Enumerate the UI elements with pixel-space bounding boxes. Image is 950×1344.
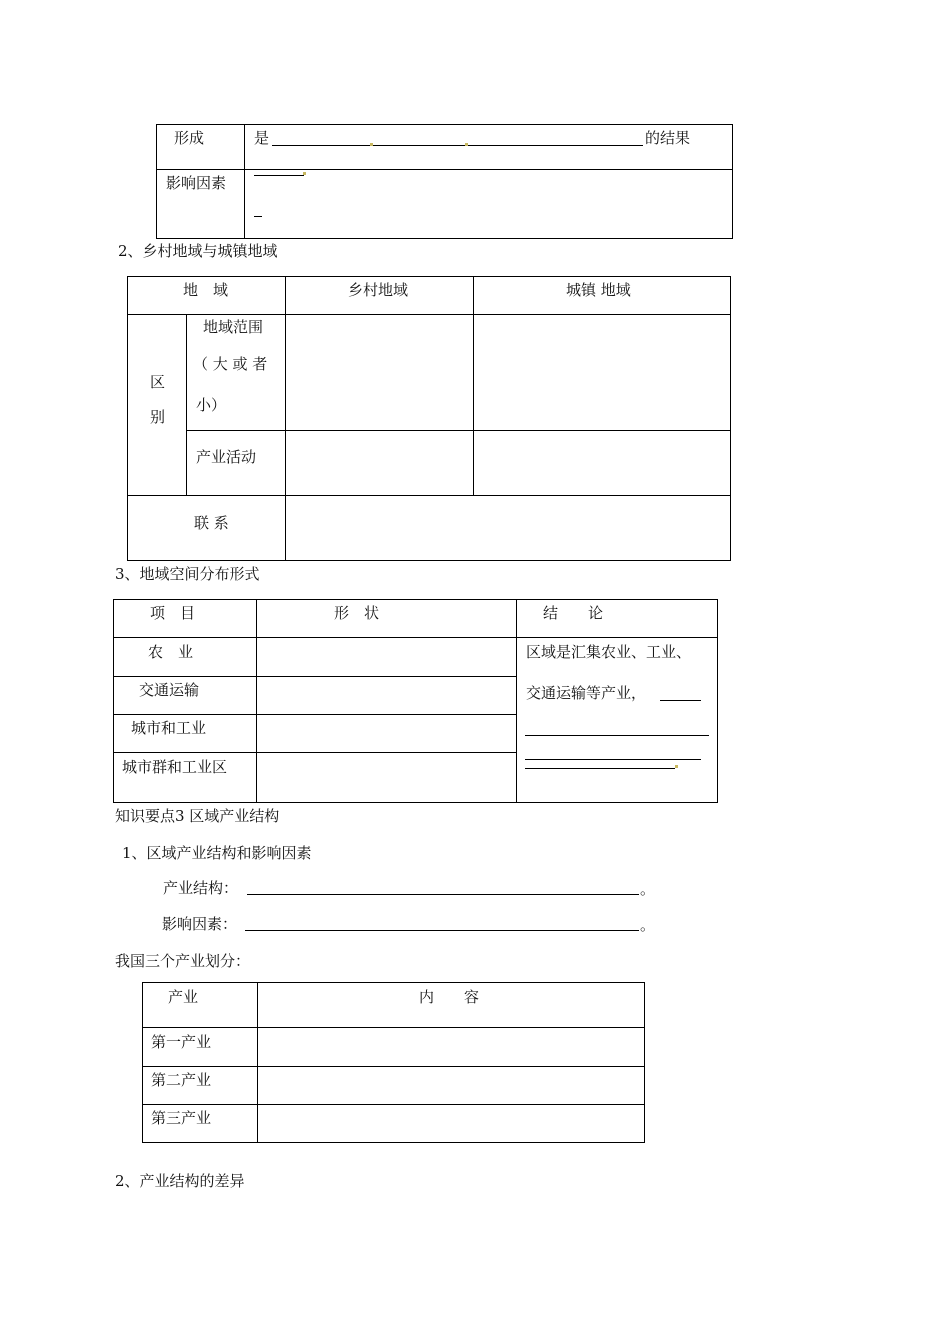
header-content: 内 容 <box>419 988 480 1006</box>
division-title: 我国三个产业划分： <box>115 952 251 970</box>
table-divider <box>516 599 517 803</box>
row-label: 城市和工业 <box>131 719 207 737</box>
conclusion-text: 区域是汇集农业、工业、 <box>526 643 692 661</box>
industry-label: 产业活动 <box>196 448 257 466</box>
table-divider <box>473 276 474 495</box>
table-divider <box>142 1104 645 1105</box>
row-label: 第三产业 <box>151 1109 212 1127</box>
section-heading: 3、地域空间分布形式 <box>115 565 260 583</box>
period: 。 <box>640 916 656 934</box>
table-divider <box>113 752 516 753</box>
section-heading: 知识要点3 区域产业结构 <box>115 807 280 825</box>
row-label: 农 业 <box>148 643 194 661</box>
diff-label: 区 <box>150 373 166 391</box>
header-conclusion: 结 论 <box>543 604 604 622</box>
blank-line[interactable] <box>272 145 643 146</box>
subsection-heading: 2、产业结构的差异 <box>115 1172 245 1190</box>
table-divider <box>244 124 245 239</box>
diff-label: 别 <box>150 408 166 426</box>
table-divider <box>127 495 731 496</box>
row-label: 第一产业 <box>151 1033 212 1051</box>
table-divider <box>113 637 718 638</box>
blank-line[interactable] <box>525 759 701 760</box>
blank-line[interactable] <box>254 216 262 217</box>
blank-line[interactable] <box>525 768 675 769</box>
header-industry: 产业 <box>168 988 199 1006</box>
table-divider <box>113 676 516 677</box>
table-divider <box>127 314 731 315</box>
table-divider <box>186 430 731 431</box>
header-shape: 形 状 <box>334 604 380 622</box>
blank-line[interactable] <box>245 930 639 931</box>
blank-line[interactable] <box>254 175 304 176</box>
table-divider <box>256 599 257 803</box>
subsection-heading: 1、区域产业结构和影响因素 <box>122 844 312 862</box>
header-item: 项 目 <box>150 604 196 622</box>
formation-label: 形成 <box>174 129 205 147</box>
header-area: 地 域 <box>183 281 229 299</box>
header-rural: 乡村地域 <box>348 281 409 299</box>
scope-label: 地域范围 <box>203 318 264 336</box>
relation-label: 联 系 <box>194 514 229 532</box>
table-divider <box>156 169 733 170</box>
factor-label: 影响因素 <box>166 174 227 192</box>
header-urban: 城镇 地域 <box>566 281 631 299</box>
formation-suffix: 的结果 <box>645 129 691 147</box>
scope-label: （ 大 或 者 <box>193 355 268 373</box>
conclusion-text: 交通运输等产业， <box>526 684 647 702</box>
table-divider <box>257 982 258 1143</box>
table-divider <box>142 1027 645 1028</box>
blank-line[interactable] <box>660 700 701 701</box>
row-label: 城市群和工业区 <box>122 758 228 776</box>
row-label: 第二产业 <box>151 1071 212 1089</box>
formation-prefix: 是 <box>254 129 270 147</box>
table-divider <box>186 314 187 495</box>
section-heading: 2、乡村地域与城镇地域 <box>118 242 278 260</box>
structure-label: 产业结构： <box>163 879 239 897</box>
blank-line[interactable] <box>247 894 639 895</box>
scope-label: 小） <box>196 396 227 414</box>
factor-label: 影响因素： <box>162 915 238 933</box>
table-divider <box>142 1066 645 1067</box>
period: 。 <box>640 880 656 898</box>
table-divider <box>285 276 286 561</box>
row-label: 交通运输 <box>139 681 200 699</box>
industry-table <box>142 982 645 1143</box>
table-divider <box>113 714 516 715</box>
blank-line[interactable] <box>525 735 709 736</box>
